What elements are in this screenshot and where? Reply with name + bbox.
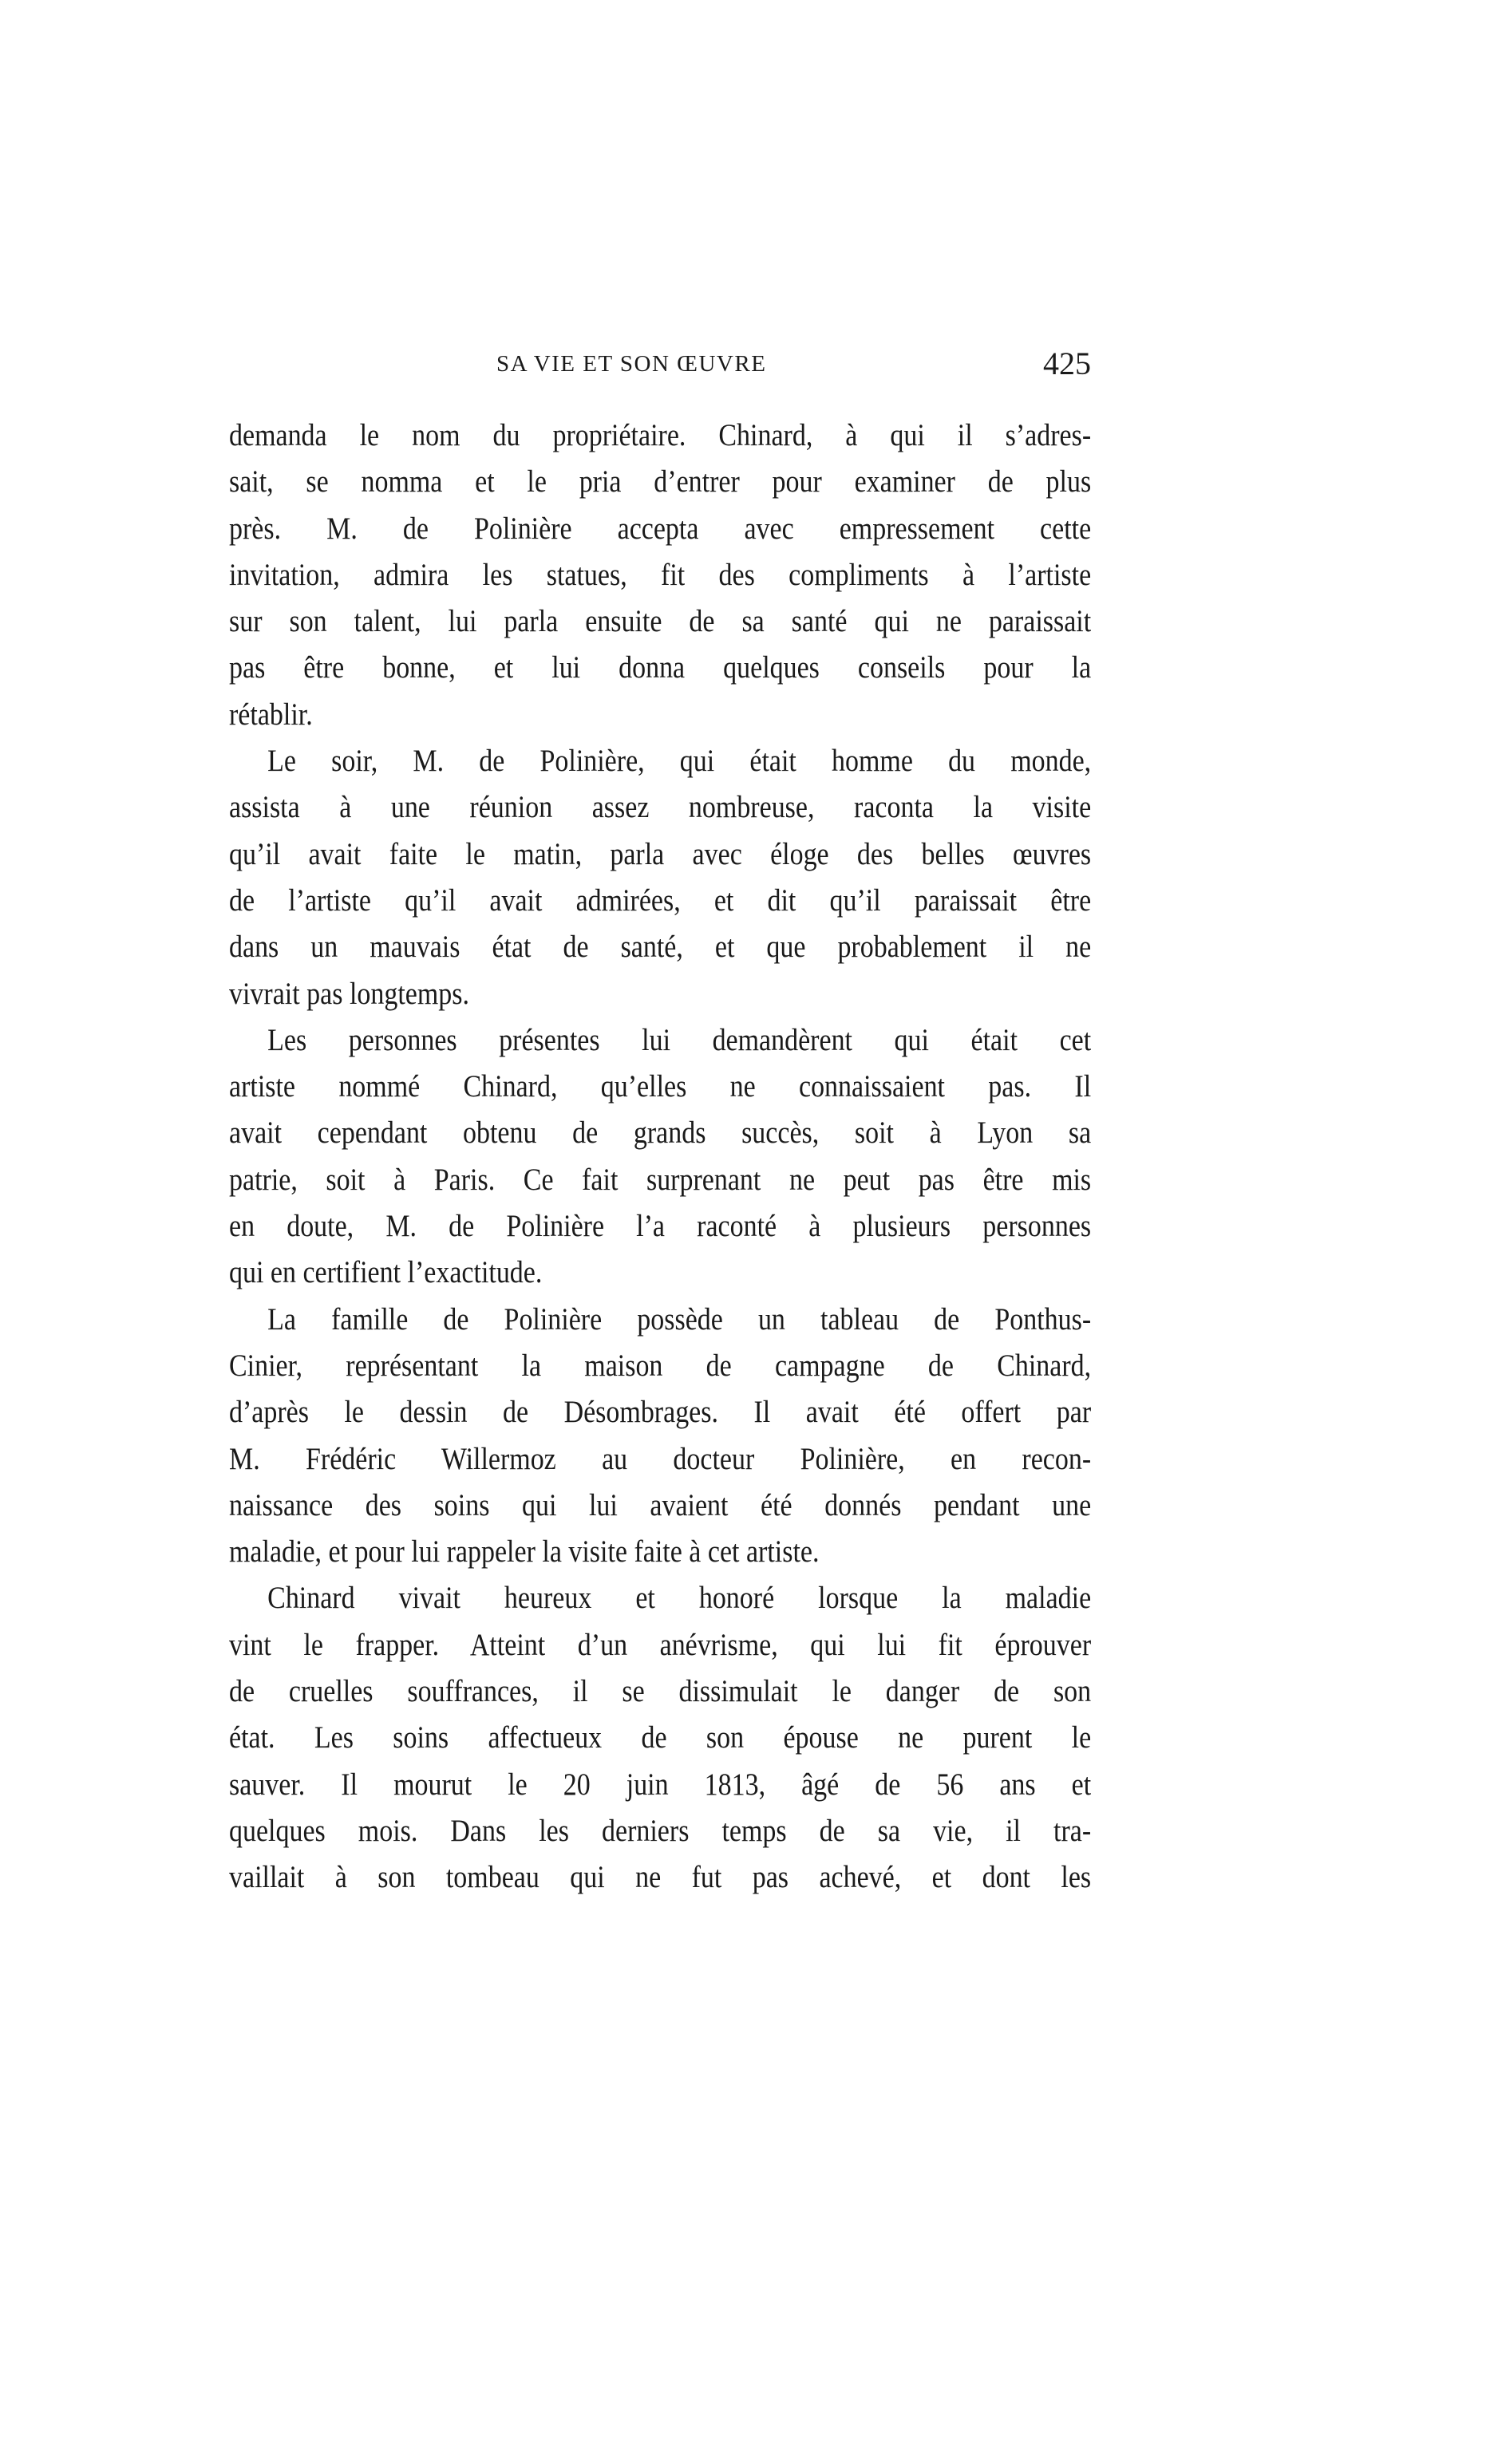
paragraph bbox=[229, 737, 1091, 1017]
text-line: M. Frédéric Willermoz au docteur Polinière, en recon- bbox=[229, 1440, 1092, 1476]
text-line: vivrait pas longtemps. bbox=[229, 975, 469, 1011]
text-line: près. M. de Polinière accepta avec empressement cette bbox=[229, 510, 1092, 546]
text-line: Le soir, M. de Polinière, qui était homme du monde, bbox=[267, 743, 1092, 779]
text-line: de l’artiste qu’il avait admirées, et dit qu’il paraissait être bbox=[229, 882, 1092, 918]
text-line: Cinier, représentant la maison de campagne de Chinard, bbox=[229, 1347, 1092, 1383]
text-line: état. Les soins affectueux de son épouse ne purent le bbox=[229, 1720, 1092, 1755]
text-line: artiste nommé Chinard, qu’elles ne connaissaient pas. Il bbox=[229, 1068, 1092, 1104]
paragraph bbox=[229, 1296, 1091, 1575]
text-line: qui en certifient l’exactitude. bbox=[229, 1254, 543, 1290]
paragraph bbox=[229, 1017, 1091, 1296]
text-line: La famille de Polinière possède un tableau de Ponthus- bbox=[267, 1301, 1092, 1337]
text-line: d’après le dessin de Désombrages. Il avait été offert par bbox=[229, 1394, 1092, 1430]
text-line: avait cependant obtenu de grands succès, soit à Lyon sa bbox=[229, 1115, 1092, 1151]
running-title: SA VIE ET SON ŒUVRE bbox=[496, 351, 767, 377]
text-line: vaillait à son tombeau qui ne fut pas achevé, et dont les bbox=[229, 1859, 1092, 1895]
text-line: vint le frapper. Atteint d’un anévrisme, qui lui fit éprouver bbox=[229, 1626, 1092, 1662]
text-line: pas être bonne, et lui donna quelques conseils pour la bbox=[229, 650, 1092, 685]
body-text bbox=[229, 412, 1091, 1901]
paragraph bbox=[229, 412, 1091, 737]
text-line: Les personnes présentes lui demandèrent qui était cet bbox=[267, 1021, 1092, 1057]
text-line: assista à une réunion assez nombreuse, raconta la visite bbox=[229, 789, 1092, 825]
page-number: 425 bbox=[1043, 346, 1091, 381]
running-head bbox=[229, 345, 1091, 385]
text-line: invitation, admira les statues, fit des compliments à l’artiste bbox=[229, 556, 1092, 592]
text-line: demanda le nom du propriétaire. Chinard, à qui il s’adres- bbox=[229, 417, 1092, 452]
paragraph bbox=[229, 1574, 1091, 1900]
text-line: sur son talent, lui parla ensuite de sa santé qui ne paraissait bbox=[229, 603, 1092, 639]
text-line: en doute, M. de Polinière l’a raconté à plusieurs personnes bbox=[229, 1208, 1092, 1244]
text-line: sait, se nomma et le pria d’entrer pour examiner de plus bbox=[229, 464, 1092, 500]
text-line: patrie, soit à Paris. Ce fait surprenant ne peut pas être mis bbox=[229, 1161, 1092, 1197]
text-line: de cruelles souffrances, il se dissimulait le danger de son bbox=[229, 1673, 1092, 1709]
text-line: qu’il avait faite le matin, parla avec éloge des belles œuvres bbox=[229, 835, 1092, 871]
text-line: naissance des soins qui lui avaient été donnés pendant une bbox=[229, 1487, 1092, 1522]
text-line: rétablir. bbox=[229, 696, 313, 732]
text-line: maladie, et pour lui rappeler la visite faite à cet artiste. bbox=[229, 1534, 820, 1570]
text-line: dans un mauvais état de santé, et que probablement il ne bbox=[229, 929, 1092, 965]
text-line: quelques mois. Dans les derniers temps de sa vie, il tra- bbox=[229, 1812, 1092, 1848]
text-line: Chinard vivait heureux et honoré lorsque la maladie bbox=[267, 1580, 1092, 1616]
text-line: sauver. Il mourut le 20 juin 1813, âgé de 56 ans et bbox=[229, 1766, 1092, 1802]
